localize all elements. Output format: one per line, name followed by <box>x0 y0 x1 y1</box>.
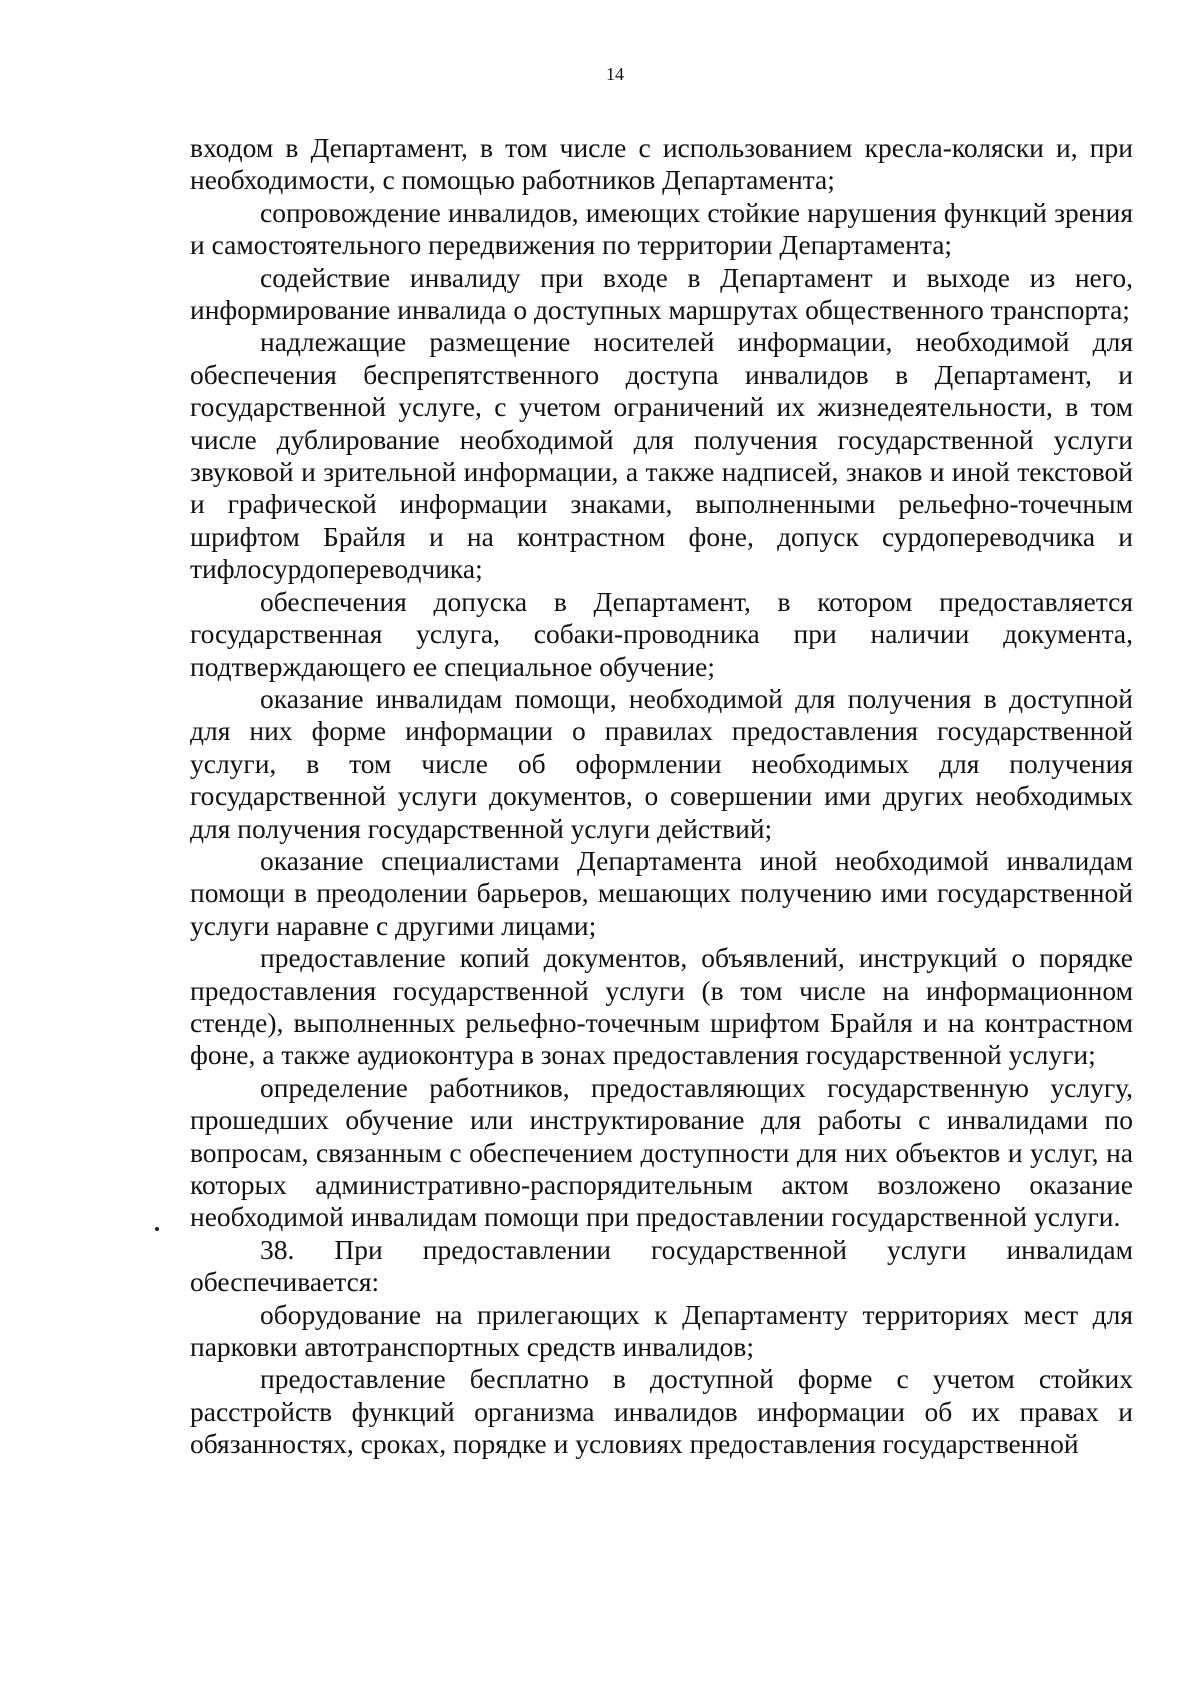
paragraph-free-information: предоставление бесплатно в доступной форме с учетом стойких расстройств функций организма инвалидов информации об их правах и обязанностях, сроках, порядке и условиях предоставления государственной <box>190 1363 1133 1460</box>
paragraph-information-placement: надлежащие размещение носителей информации, необходимой для обеспечения беспрепятственного доступа инвалидов в Департамент, и государственной услуге, с учетом ограничений их жизнедеятельности, в том числе дублирование необходимой для получения государственной услуги звуковой и зрительной информации, а также надписей, знаков и иной текстовой и графической информации знаками, выполненными рельефно-точечным шрифтом Брайля и на контрастном фоне, допуск сурдопереводчика и тифлосурдопереводчика; <box>190 326 1133 585</box>
paragraph-parking: оборудование на прилегающих к Департаменту территориях мест для парковки автотранспортных средств инвалидов; <box>190 1298 1133 1363</box>
paragraph-item-38: 38. При предоставлении государственной услуги инвалидам обеспечивается: <box>190 1233 1133 1298</box>
paragraph-entry-assistance: содействие инвалиду при входе в Департамент и выходе из него, информирование инвалида о доступных маршрутах общественного транспорта; <box>190 261 1133 326</box>
paragraph-braille-copies: предоставление копий документов, объявлений, инструкций о порядке предоставления государственной услуги (в том числе на информационном стенде), выполненных рельефно-точечным шрифтом Брайля и на контрастном фоне, а также аудиоконтура в зонах предоставления государственной услуги; <box>190 942 1133 1071</box>
paragraph-guide-dog: обеспечения допуска в Департамент, в котором предоставляется государственная услуга, собаки-проводника при наличии документа, подтверждающего ее специальное обучение; <box>190 585 1133 682</box>
paragraph-help-information: оказание инвалидам помощи, необходимой для получения в доступной для них форме информации о правилах предоставления государственной услуги, в том числе об оформлении необходимых для получения государственной услуги документов, о совершении ими других необходимых для получения государственной услуги действий; <box>190 682 1133 844</box>
paragraph-specialist-help: оказание специалистами Департамента иной необходимой инвалидам помощи в преодолении барьеров, мешающих получению ими государственной услуги наравне с другими лицами; <box>190 844 1133 941</box>
page-number: 14 <box>606 64 624 84</box>
paragraph-continuation: входом в Департамент, в том числе с использованием кресла-коляски и, при необходимости, с помощью работников Департамента; <box>190 132 1133 196</box>
paragraph-trained-staff: определение работников, предоставляющих государственную услугу, прошедших обучение или инструктирование для работы с инвалидами по вопросам, связанным с обеспечением доступности для них объектов и услуг, на которых административно-распорядительным актом возложено оказание необходимой инвалидам помощи при предоставлении государственной услуги. <box>190 1071 1133 1233</box>
body-text <box>190 132 1133 1461</box>
scan-speck <box>155 1227 159 1231</box>
paragraph-escort: сопровождение инвалидов, имеющих стойкие нарушения функций зрения и самостоятельного передвижения по территории Департамента; <box>190 196 1133 261</box>
